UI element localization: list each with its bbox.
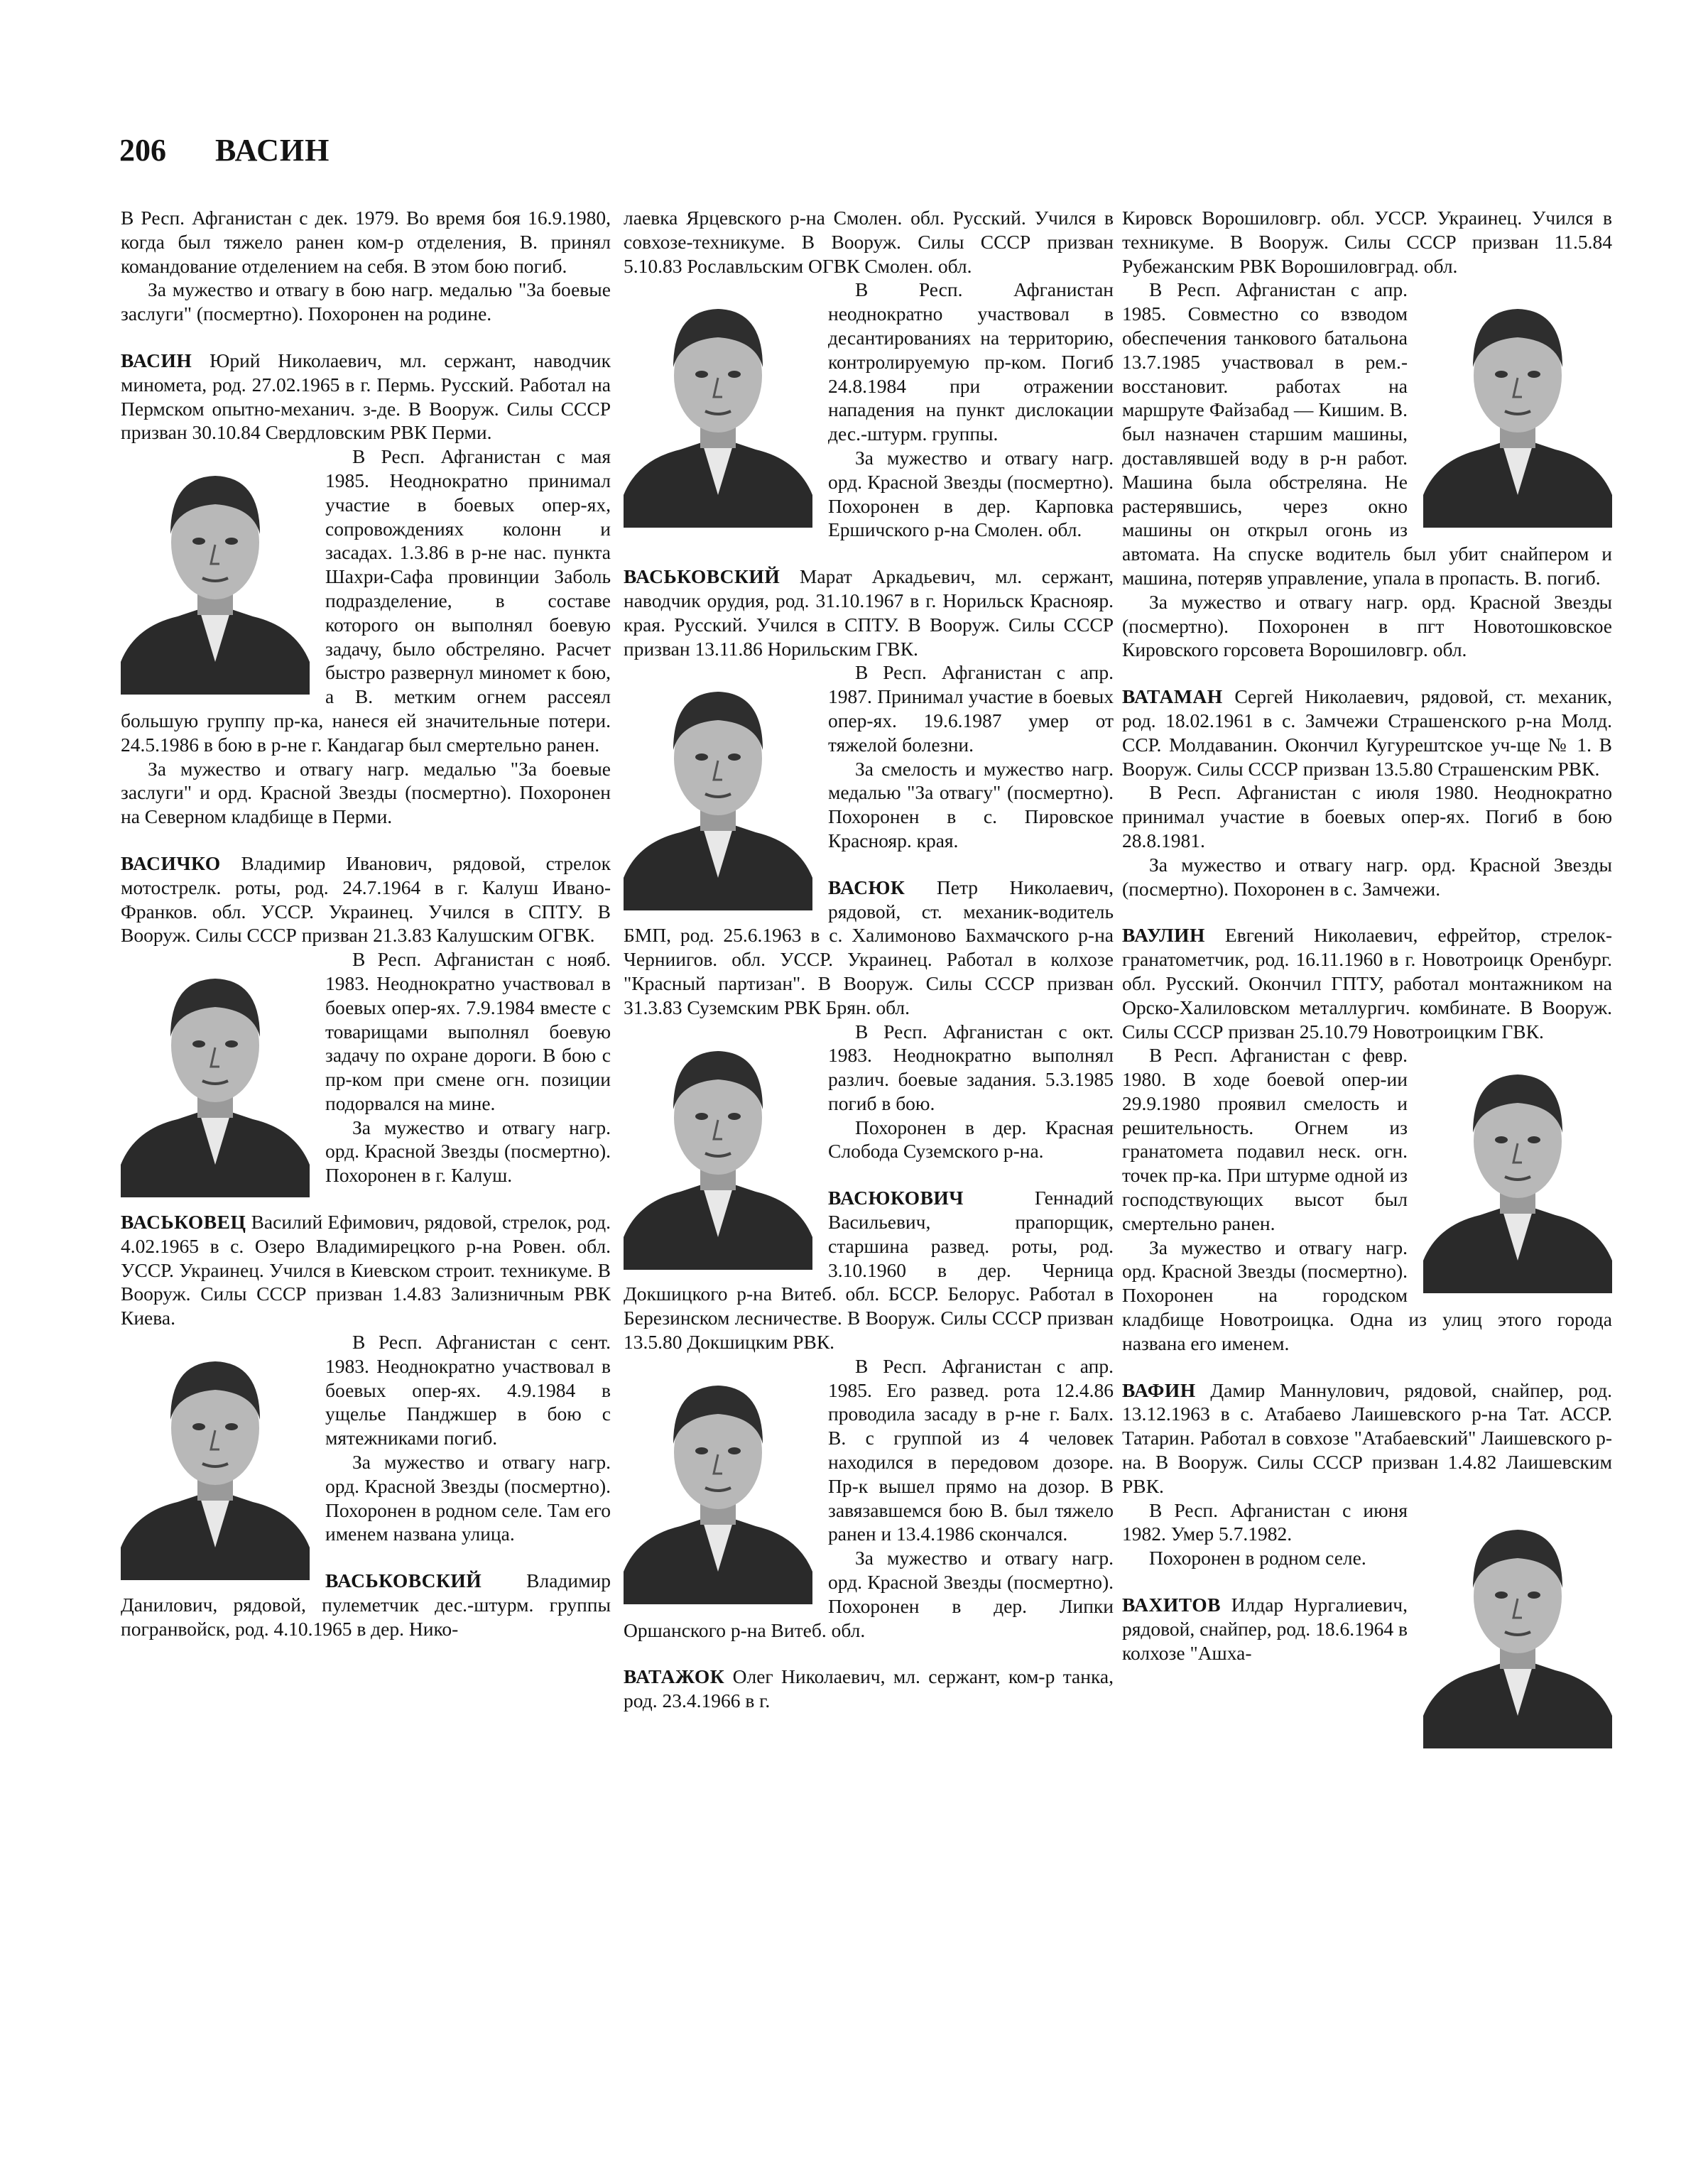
column-3 <box>1122 206 1612 2138</box>
entry-text: Петр Николаевич, рядовой, ст. механик-водитель БМП, род. 25.6.1963 в с. Халимоново Бахмачского р-на Черниигов. обл. УССР. Украинец. Работал в колхозе "Красный партизан". В Вооруж. Силы СССР призван 31.3.83 Суземским РВК Брян. обл. <box>624 876 1114 1018</box>
entry-vatazhok <box>624 1665 1114 1713</box>
paragraph: За мужество и отвагу нагр. орд. Красной Звезды (посмертно). Похоронен на городском кладбище Новотроицка. Одна из улиц этого города названа его именем. <box>1122 1236 1612 1354</box>
entry-vaskovets <box>121 1210 611 1546</box>
paragraph: В Респ. Афганистан с февр. 1980. В ходе боевой опер-ии 29.9.1980 проявил смелость и решительность. Огнем из гранатомета подавил неск. огн. точек пр-ка. При штурме одной из господствующих высот был смертельно ранен. <box>1122 1044 1408 1234</box>
entry-surname: ВАУЛИН <box>1122 924 1205 947</box>
entry-vaulin <box>1122 923 1612 1355</box>
entry-surname: ВАСЬКОВСКИЙ <box>624 565 780 588</box>
entry-vafin <box>1122 1378 1612 1570</box>
entry-text: Илдар Нургалиевич, рядовой, снайпер, род. 18.6.1964 в колхозе "Ашха- <box>1122 1594 1408 1664</box>
entry-heading <box>624 1665 1114 1713</box>
portrait-photo <box>624 1024 812 1270</box>
paragraph: В Респ. Афганистан неоднократно участвовал в десантированиях на территорию, контролируемую пр-ком. Погиб 24.8.1984 при отражении нападения на пункт дислокации дес.-штурм. группы. <box>828 278 1114 445</box>
entry-surname: ВАСЮК <box>828 876 905 898</box>
entry-heading <box>121 1210 611 1330</box>
entry-text: Владимир Данилович, рядовой, пулеметчик дес.-штурм. группы погранвойск, род. 4.10.1965 в дер. Нико- <box>121 1569 611 1640</box>
entry-heading <box>1122 685 1612 780</box>
entry-heading <box>121 851 611 947</box>
portrait-photo <box>624 1359 812 1604</box>
entry-text: Василий Ефимович, рядовой, стрелок, род. 4.02.1965 в с. Озеро Владимирецкого р-на Ровен. обл. УССР. Украинец. Учился в Киевском строит. техникуме. В Вооруж. Силы СССР призван 1.4.83 Зализничным РВК Киева. <box>121 1211 611 1329</box>
portrait-photo <box>1423 1503 1612 1748</box>
page-header <box>119 132 330 182</box>
paragraph: лаевка Ярцевского р-на Смолен. обл. Русский. Учился в совхозе-техникуме. В Вооруж. Силы СССР призван 5.10.83 Рославльским ОГВК Смолен. обл. <box>624 207 1114 277</box>
paragraph: В Респ. Афганистан с апр. 1985. Совместно со взводом обеспечения танкового батальона 13.7.1985 участвовал в рем.-восстановит. работах на маршруте Файзабад — Кишим. В. был назначен старшим машины, доставлявшей воду в р-н работ. Машина была обстреляна. Не растерявшись, через окно машины он открыл огонь из автомата. На спуске водитель был убит снайпером и машина, потеряв управление, упала в пропасть. В. погиб. <box>1122 278 1612 589</box>
entry-text: Дамир Маннулович, рядовой, снайпер, род. 13.12.1963 в с. Атабаево Лаишевского р-на Тат. АССР. Татарин. Работал в совхозе "Атабаевский" Лаишевского р-на. В Вооруж. Силы СССР призван 1.4.82 Лаишевским РВК. <box>1122 1378 1613 1497</box>
entry-continuation <box>624 206 1114 542</box>
paragraph: За мужество и отвагу нагр. медалью "За боевые заслуги" и орд. Красной Звезды (посмертно). Похоронен на Северном кладбище в Перми. <box>121 757 611 828</box>
entry-surname: ВАТАЖОК <box>624 1665 725 1688</box>
paragraph: В Респ. Афганистан с апр. 1985. Его развед. рота 12.4.86 проводила засаду в р-не г. Балх. В. с группой из 4 человек находился в передовом дозоре. Пр-к вышел прямо на дозор. В завязавшемся бою В. был тяжело ранен и 13.4.1986 скончался. <box>828 1354 1114 1545</box>
paragraph: В Респ. Афганистан с мая 1985. Неоднократно принимал участие в боевых опер-ях, сопровождениях колонн и засадах. 1.3.86 в р-не нас. пункта Шахри-Сафа провинции Заболь подразделение, в составе которого он выполнял боевую задачу, было обстреляно. Расчет быстро развернул миномет к бою, а В. метким огнем рассеял большую группу пр-ка, нанеся ей значительные потери. 24.5.1986 в бою в р-не г. Кандагар был смертельно ранен. <box>121 445 611 756</box>
portrait-photo <box>1423 282 1612 528</box>
entry-continuation <box>121 206 611 326</box>
paragraph: В Респ. Афганистан с окт. 1983. Неоднократно выполнял различ. боевые задания. 5.3.1985 погиб в бою. <box>828 1020 1114 1114</box>
paragraph: В Респ. Афганистан с сент. 1983. Неоднократно участвовал в боевых опер-ях. 4.9.1984 в ущелье Панджшер в бою с мятежниками погиб. <box>325 1331 611 1449</box>
entry-text: Сергей Николаевич, рядовой, ст. механик, род. 18.02.1961 в с. Замчежи Страшенского р-на Молд. ССР. Молдаванин. Окончил Кугурештское уч-ще № 1. В Вооруж. Силы СССР призван 13.5.80 Страшенским РВК. <box>1122 685 1613 780</box>
portrait-photo <box>121 952 310 1197</box>
entry-heading <box>624 565 1114 660</box>
paragraph: За мужество и отвагу нагр. орд. Красной Звезды (посмертно). Похоронен в родном селе. Там его именем названа улица. <box>325 1451 611 1545</box>
portrait-photo <box>624 665 812 910</box>
paragraph: В Респ. Афганистан с апр. 1987. Принимал участие в боевых опер-ях. 19.6.1987 умер от тяжелой болезни. <box>828 661 1114 756</box>
paragraph: За смелость и мужество нагр. медалью "За отвагу" (посмертно). Похоронен в с. Пировское Краснояр. края. <box>828 757 1114 851</box>
entry-surname: ВАСИЧКО <box>121 851 221 874</box>
running-title: ВАСИН <box>215 133 330 168</box>
portrait-photo <box>121 1334 310 1580</box>
entry-text: Геннадий Васильевич, прапорщик, старшина развед. роты, род. 3.10.1960 в дер. Черница Докшицкого р-на Витеб. обл. БССР. Белорус. Работал в Березинском лесничестве. В Вооруж. Силы СССР призван 13.5.80 Докшицким РВК. <box>624 1187 1114 1354</box>
entry-surname: ВАФИН <box>1122 1378 1196 1401</box>
entry-surname: ВАСЬКОВСКИЙ <box>325 1569 482 1592</box>
portrait-photo <box>1423 1048 1612 1293</box>
entry-surname: ВАСИН <box>121 349 192 371</box>
paragraph: В Респ. Афганистан с дек. 1979. Во время боя 16.9.1980, когда был тяжело ранен ком-р отделения, В. принял командование отделением на себя. В этом бою погиб. <box>121 207 611 277</box>
paragraph: За мужество и отвагу нагр. орд. Красной Звезды (посмертно). Похоронен в дер. Карповка Ершичского р-на Смолен. обл. <box>828 446 1114 541</box>
paragraph: За мужество и отвагу в бою нагр. медалью "За боевые заслуги" (посмертно). Похоронен на родине. <box>121 278 611 325</box>
paragraph: За мужество и отвагу нагр. орд. Красной Звезды (посмертно). Похоронен в дер. Липки Оршанского р-на Витеб. обл. <box>624 1547 1114 1641</box>
column-2 <box>624 206 1114 2138</box>
entry-vasichko <box>121 851 611 1187</box>
entry-surname: ВАТАМАН <box>1122 685 1223 708</box>
entry-text: Марат Аркадьевич, мл. сержант, наводчик орудия, род. 31.10.1967 в г. Норильск Краснояр. края. Русский. Учился в СПТУ. В Вооруж. Силы СССР призван 13.11.86 Норильским ГВК. <box>624 565 1114 660</box>
column-1 <box>121 206 611 2138</box>
entry-vasin <box>121 349 611 829</box>
entry-text: Владимир Иванович, рядовой, стрелок мотострелк. роты, род. 24.7.1964 в г. Калуш Ивано-Франков. обл. УССР. Украинец. Учился в СПТУ. В Вооруж. Силы СССР призван 21.3.83 Калушским ОГВК. <box>121 851 611 947</box>
paragraph: В Респ. Афганистан с июня 1982. Умер 5.7.1982. <box>1122 1498 1408 1545</box>
entry-text: Олег Николаевич, мл. сержант, ком-р танка, род. 23.4.1966 в г. <box>624 1665 1114 1712</box>
paragraph: За мужество и отвагу нагр. орд. Красной Звезды (посмертно). Похоронен в с. Замчежи. <box>1122 853 1612 900</box>
paragraph: В Респ. Афганистан с июля 1980. Неоднократно принимал участие в боевых опер-ях. Погиб в бою 28.8.1981. <box>1122 781 1612 851</box>
entry-surname: ВАСЬКОВЕЦ <box>121 1211 246 1234</box>
portrait-photo <box>624 282 812 528</box>
entry-vaskovsky-m <box>624 565 1114 853</box>
entry-vataman <box>1122 685 1612 900</box>
paragraph: Похоронен в родном селе. <box>1149 1547 1366 1569</box>
paragraph: За мужество и отвагу нагр. орд. Красной Звезды (посмертно). Похоронен в пгт Новотошковское Кировского горсовета Ворошиловгр. обл. <box>1122 590 1612 661</box>
paragraph: Похоронен в дер. Красная Слобода Суземского р-на. <box>828 1116 1114 1163</box>
portrait-photo <box>121 449 310 695</box>
paragraph: В Респ. Афганистан с нояб. 1983. Неоднократно участвовал в боевых опер-ях. 7.9.1984 вместе с товарищами выполнял боевую задачу по охране дороги. В бою с пр-ком при смене огн. позиции подорвался на мине. <box>325 948 611 1114</box>
paragraph: За мужество и отвагу нагр. орд. Красной Звезды (посмертно). Похоронен в г. Калуш. <box>325 1116 611 1187</box>
entry-continuation <box>1122 206 1612 662</box>
page-number: 206 <box>119 133 166 168</box>
entry-surname: ВАХИТОВ <box>1122 1594 1221 1616</box>
entry-vasyuk <box>624 876 1114 1164</box>
entry-heading <box>1122 923 1612 1043</box>
entry-text: Евгений Николаевич, ефрейтор, стрелок-гранатометчик, род. 16.11.1960 в г. Новотроицк Оренбург. обл. Русский. Окончил ГПТУ, работал монтажником на Орско-Халиловском металлургич. комбинате. В Вооруж. Силы СССР призван 25.10.79 Новотроицким ГВК. <box>1122 924 1612 1043</box>
entry-text: Юрий Николаевич, мл. сержант, наводчик миномета, род. 27.02.1965 в г. Пермь. Русский. Работал на Пермском опытно-механич. з-де. В Вооруж. Силы СССР призван 30.10.84 Свердловским РВК Перми. <box>121 349 611 444</box>
entry-surname: ВАСЮКОВИЧ <box>828 1187 964 1209</box>
entry-heading <box>121 349 611 445</box>
paragraph: Кировск Ворошиловгр. обл. УССР. Украинец. Учился в техникуме. В Вооруж. Силы СССР призван 11.5.84 Рубежанским РВК Ворошиловград. обл. <box>1122 207 1612 277</box>
entry-heading <box>1122 1378 1612 1498</box>
